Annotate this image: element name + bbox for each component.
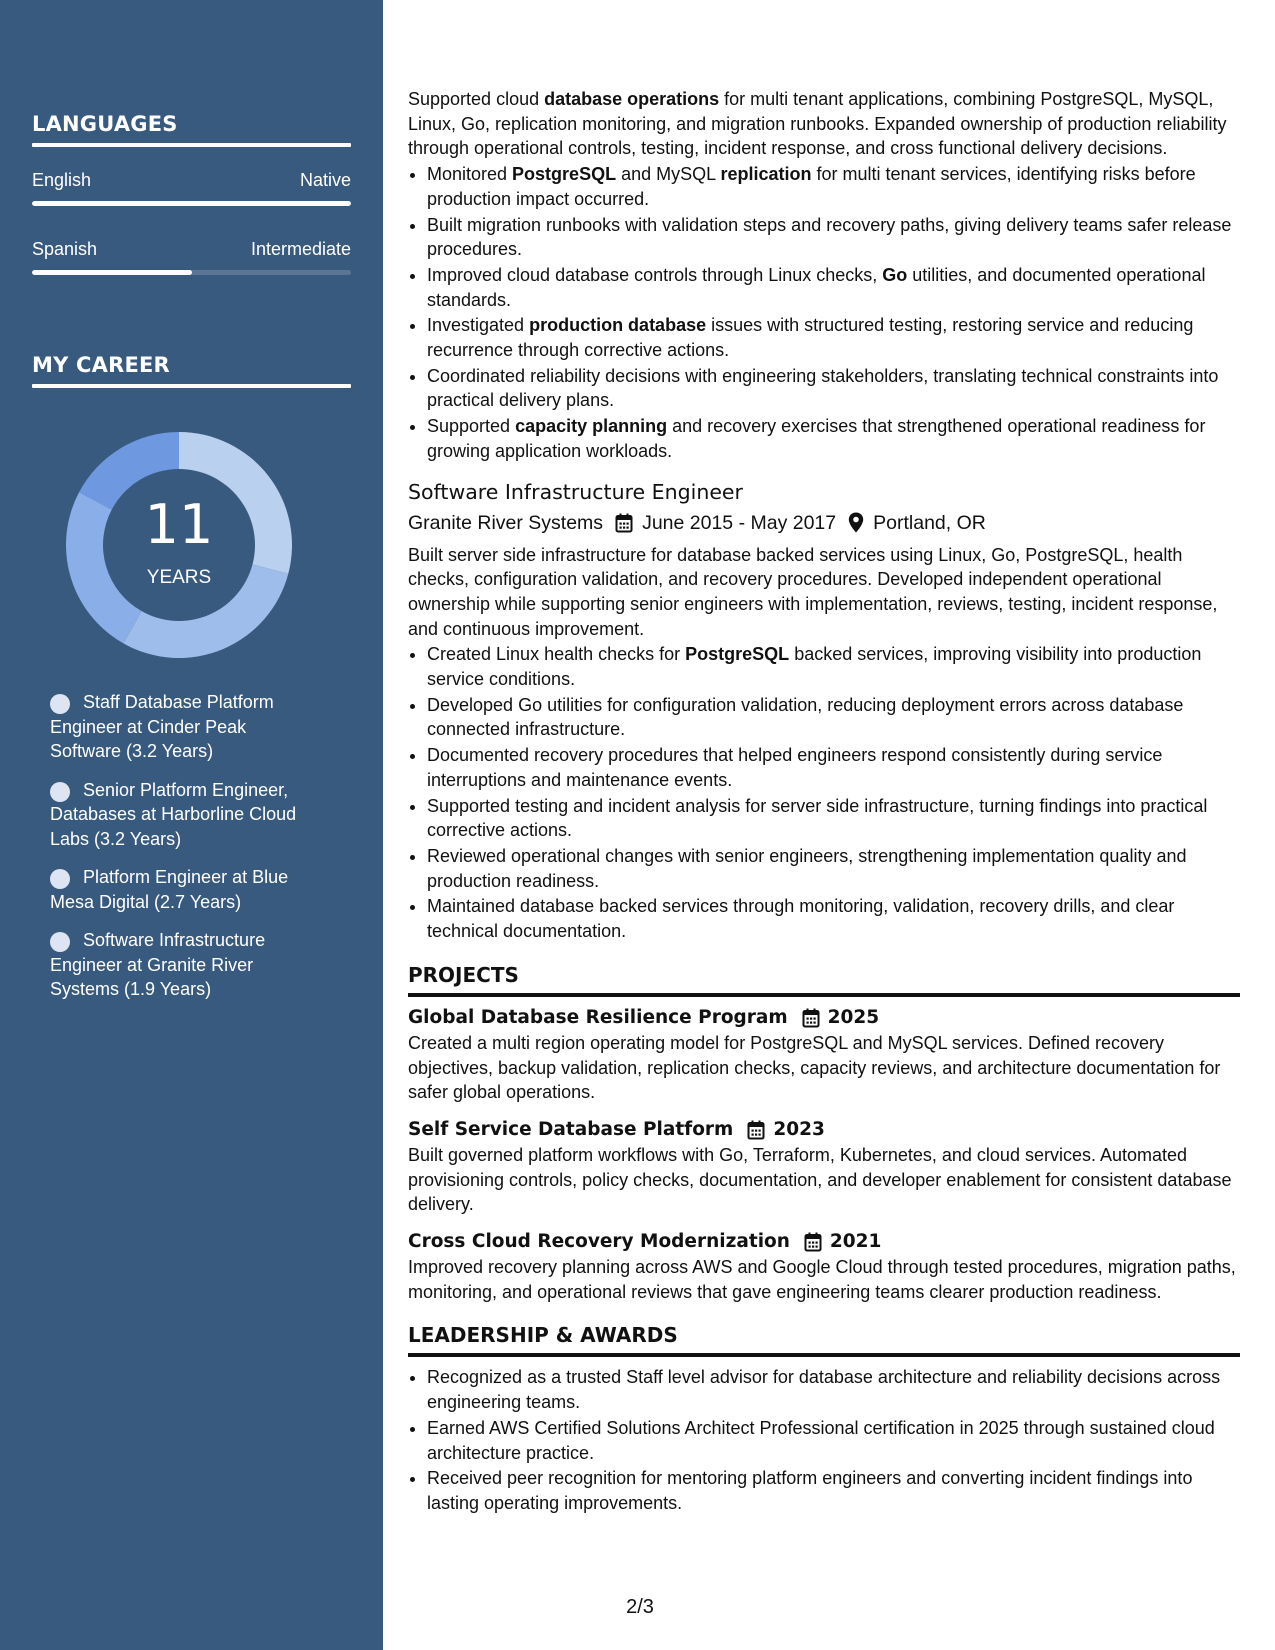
bullet-item: • Supported capacity planning and recovery exercises that strengthened operational readiness for growing application workloads. — [427, 414, 1240, 463]
bullet-dot-icon — [50, 782, 70, 802]
project-description: Improved recovery planning across AWS and Google Cloud through tested procedures, migration paths, monitoring, and operational reviews that gave engineering teams clearer production readiness. — [408, 1257, 1236, 1302]
bullet-item: • Supported testing and incident analysis for server side infrastructure, turning findings into practical corrective actions. — [427, 794, 1240, 843]
project-description: Created a multi region operating model for PostgreSQL and MySQL services. Defined recovery objectives, backup validation, replication checks, capacity reviews, and architecture documentation for safer global operations. — [408, 1032, 1221, 1103]
projects-title: PROJECTS — [408, 962, 519, 987]
project-title: Global Database Resilience Program — [408, 1006, 788, 1028]
job-meta — [408, 510, 1240, 536]
bullet-dot-icon — [50, 932, 70, 952]
experience-bullets — [427, 162, 1240, 463]
calendar-icon — [804, 1232, 822, 1252]
language-bar-fill — [32, 201, 351, 206]
job-title: Software Infrastructure Engineer — [408, 479, 743, 504]
main-content — [408, 87, 1240, 1517]
career-item-label: Software Infrastructure Engineer at Granite River Systems (1.9 Years) — [50, 930, 266, 999]
language-bar — [32, 270, 351, 275]
award-item: • Received peer recognition for mentoring platform engineers and converting incident findings into lasting operating improvements. — [427, 1466, 1240, 1515]
bullet-dot-icon — [50, 694, 70, 714]
calendar-icon — [747, 1120, 765, 1140]
award-item: • Earned AWS Certified Solutions Architect Professional certification in 2025 through sustained cloud architecture practice. — [427, 1416, 1240, 1465]
calendar-icon — [802, 1008, 820, 1028]
bullet-item: • Improved cloud database controls through Linux checks, Go utilities, and documented operational standards. — [427, 263, 1240, 312]
experience-summary: Supported cloud database operations for multi tenant applications, combining PostgreSQL, MySQL, Linux, Go, replication monitoring, and migration runbooks. Expanded ownership of production reliability through operational controls, testing, incident response, and cross functional delivery decisions. — [408, 89, 1227, 159]
language-row — [32, 239, 351, 260]
language-bar-fill — [32, 270, 192, 275]
bullet-item: • Maintained database backed services through monitoring, validation, recovery drills, and clear technical documentation. — [427, 894, 1240, 943]
job-summary: Built server side infrastructure for database backed services using Linux, Go, PostgreSQL, health checks, configuration validation, and recovery procedures. Developed independent operational ownership while supporting senior engineers with implementation, reviews, testing, incident response, and continuous improvement. — [408, 544, 1218, 639]
calendar-icon — [615, 513, 633, 533]
bullet-item: • Documented recovery procedures that helped engineers respond consistently during service interruptions and maintenance events. — [427, 743, 1240, 792]
bullet-item: • Coordinated reliability decisions with engineering stakeholders, translating technical constraints into practical delivery plans. — [427, 364, 1240, 413]
project-year: 2021 — [829, 1231, 882, 1253]
bullet-item: • Created Linux health checks for PostgreSQL backed services, improving visibility into production service conditions. — [427, 642, 1240, 691]
languages-rule — [32, 143, 351, 147]
awards-title: LEADERSHIP & AWARDS — [408, 1323, 678, 1348]
projects-list — [408, 1005, 1240, 1305]
career-years-unit: YEARS — [146, 567, 212, 588]
career-rule — [32, 384, 351, 388]
project-description: Built governed platform workflows with Go, Terraform, Kubernetes, and cloud services. Automated provisioning controls, policy checks, documentation, and developer enablement for consistent database delivery. — [408, 1144, 1232, 1215]
bullet-item: • Built migration runbooks with validation steps and recovery paths, giving delivery teams safer release procedures. — [427, 213, 1240, 262]
project-title: Cross Cloud Recovery Modernization — [408, 1231, 790, 1253]
language-row — [32, 170, 351, 191]
project-year: 2025 — [827, 1006, 880, 1028]
awards-list — [427, 1365, 1240, 1515]
bullet-dot-icon — [50, 869, 70, 889]
project-year: 2023 — [773, 1118, 825, 1140]
languages-title: LANGUAGES — [32, 112, 178, 136]
project-heading — [408, 1117, 1240, 1143]
language-bar — [32, 201, 351, 206]
career-total-years: 11 — [144, 493, 214, 556]
project-title: Self Service Database Platform — [408, 1118, 734, 1140]
bullet-item: • Monitored PostgreSQL and MySQL replication for multi tenant services, identifying risks before production impact occurred. — [427, 162, 1240, 211]
career-item-label: Platform Engineer at Blue Mesa Digital (2.7 Years) — [50, 867, 289, 912]
project-heading — [408, 1005, 1240, 1031]
job-bullets — [427, 642, 1240, 943]
job-company: Granite River Systems — [408, 511, 604, 534]
sidebar — [0, 0, 383, 1650]
career-item — [50, 778, 320, 852]
language-level: Native — [299, 170, 351, 190]
career-item — [50, 690, 320, 764]
job-dates: June 2015 - May 2017 — [642, 511, 837, 534]
language-name: English — [32, 170, 92, 190]
bullet-item: • Reviewed operational changes with senior engineers, strengthening implementation quality and production readiness. — [427, 844, 1240, 893]
award-item: • Recognized as a trusted Staff level advisor for database architecture and reliability decisions across engineering teams. — [427, 1365, 1240, 1414]
projects-rule — [408, 993, 1240, 997]
awards-rule — [408, 1353, 1240, 1357]
bullet-item: • Investigated production database issues with structured testing, restoring service and reducing recurrence through corrective actions. — [427, 313, 1240, 362]
job-location: Portland, OR — [873, 511, 986, 534]
career-title: MY CAREER — [32, 353, 170, 377]
project-heading — [408, 1229, 1240, 1255]
language-name: Spanish — [32, 239, 98, 259]
bullet-item: • Developed Go utilities for configuration validation, reducing deployment errors across database connected infrastructure. — [427, 693, 1240, 742]
language-level: Intermediate — [250, 239, 351, 259]
career-item-label: Senior Platform Engineer, Databases at Harborline Cloud Labs (3.2 Years) — [50, 779, 297, 849]
career-item — [50, 865, 320, 914]
career-item — [50, 928, 320, 1002]
career-list — [50, 690, 320, 1016]
page-number: 2/3 — [626, 1596, 654, 1618]
career-item-label: Staff Database Platform Engineer at Cinder Peak Software (3.2 Years) — [50, 692, 274, 761]
location-pin-icon — [848, 512, 864, 533]
